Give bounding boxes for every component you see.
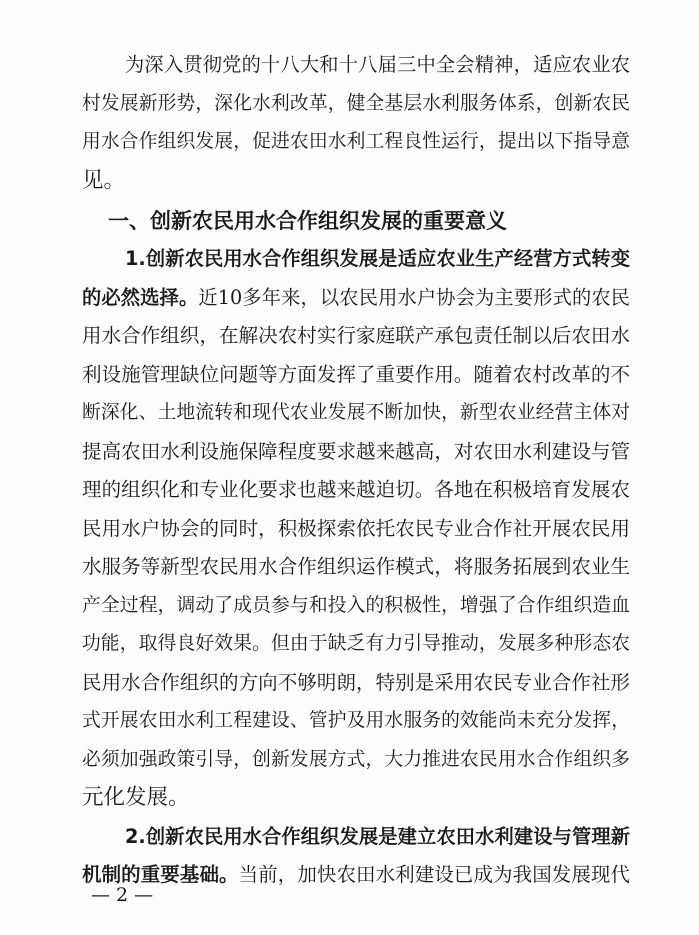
para1-lead-bold: 1.创新农民用水合作组织发展是适应农业生产经营方式转变 xyxy=(125,247,630,270)
para1-line xyxy=(82,280,630,316)
para1-line: 式开展农田水利工程建设、管护及用水服务的效能尚未充分发挥， xyxy=(82,710,630,731)
para1-line: 断深化、土地流转和现代农业发展不断加快，新型农业经营主体对 xyxy=(82,402,630,423)
para1-line: 元化发展。 xyxy=(82,785,190,810)
para2-line xyxy=(82,857,630,893)
section-heading: 一、创新农民用水合作组织发展的重要意义 xyxy=(108,209,507,233)
para1-line: 理的组织化和专业化要求也越来越迫切。各地在积极培育发展农 xyxy=(82,478,630,501)
para1-line: 功能，取得良好效果。但由于缺乏有力引导推动，发展多种形态农 xyxy=(82,633,630,654)
para2-lead-bold: 2.创新农民用水合作组织发展是建立农田水利建设与管理新 xyxy=(125,825,630,848)
para2-lead-bold-end: 机制的重要基础。 xyxy=(82,863,239,886)
para2-line-rest: 当前，加快农田水利建设已成为我国发展现代 xyxy=(238,863,630,886)
para1-line: 民用水户协会的同时，积极探索依托农民专业合作社开展农民用 xyxy=(82,517,630,540)
para2-lead xyxy=(125,819,630,855)
para1-lead-bold-end: 的必然选择。 xyxy=(82,286,199,309)
para1-line: 提高农田水利设施保障程度要求越来越高，对农田水利建设与管 xyxy=(82,440,630,463)
para1-lead xyxy=(125,241,630,277)
para1-line: 用水合作组织，在解决农村实行家庭联产承包责任制以后农田水 xyxy=(82,324,630,347)
para1-line: 水服务等新型农民用水合作组织运作模式，将服务拓展到农业生 xyxy=(82,555,630,578)
intro-line: 村发展新形势，深化水利改革，健全基层水利服务体系，创新农民 xyxy=(82,93,630,114)
intro-line: 为深入贯彻党的十八大和十八届三中全会精神，适应农业农 xyxy=(125,53,630,76)
para1-line: 利设施管理缺位问题等方面发挥了重要作用。随着农村改革的不 xyxy=(82,363,630,386)
para1-line-rest: 近10多年来，以农民用水户协会为主要形式的农民 xyxy=(198,286,631,309)
intro-line: 见。 xyxy=(82,168,126,193)
para1-line: 民用水合作组织的方向不够明朗，特别是采用农民专业合作社形 xyxy=(82,671,630,694)
para1-line: 产全过程，调动了成员参与和投入的积极性，增强了合作组织造血 xyxy=(82,595,630,616)
page-number: — 2 — xyxy=(91,884,154,906)
para1-line: 必须加强政策引导，创新发展方式，大力推进农民用水合作组织多 xyxy=(82,749,630,770)
intro-line: 用水合作组织发展，促进农田水利工程良性运行，提出以下指导意 xyxy=(82,131,630,152)
